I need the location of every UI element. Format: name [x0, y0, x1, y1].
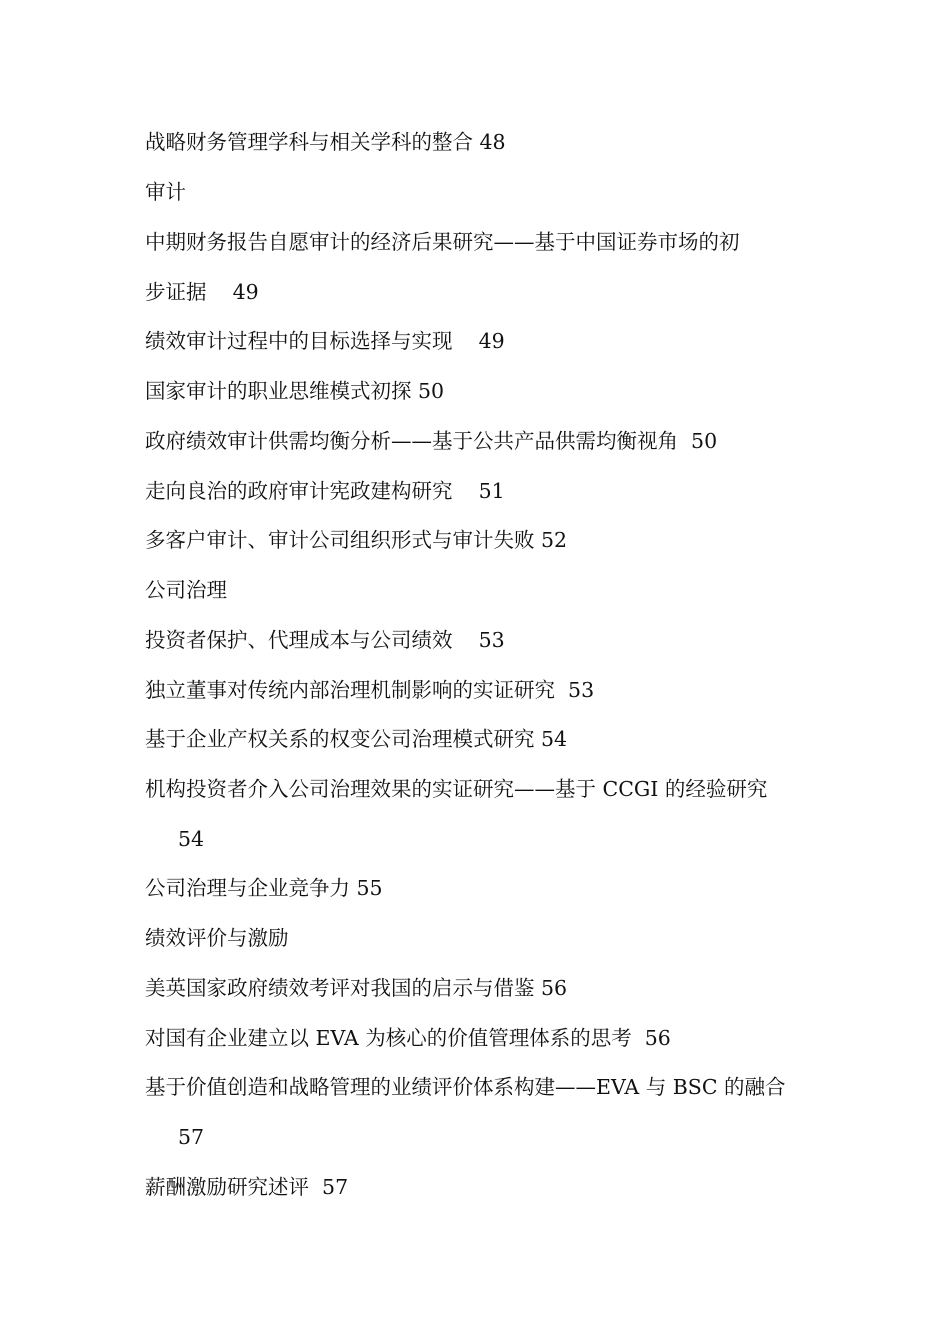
toc-entry: 基于企业产权关系的权变公司治理模式研究 54 — [145, 727, 568, 751]
toc-entry: 独立董事对传统内部治理机制影响的实证研究 53 — [145, 678, 595, 702]
toc-entry: 国家审计的职业思维模式初探 50 — [145, 379, 445, 403]
toc-entry: 美英国家政府绩效考评对我国的启示与借鉴 56 — [145, 976, 568, 1000]
toc-entry: 投资者保护、代理成本与公司绩效 53 — [145, 628, 505, 652]
toc-entry: 走向良治的政府审计宪政建构研究 51 — [145, 479, 505, 503]
toc-entry: 政府绩效审计供需均衡分析——基于公共产品供需均衡视角 50 — [145, 429, 718, 453]
toc-page-number: 54 — [178, 827, 205, 851]
toc-entry: 基于价值创造和战略管理的业绩评价体系构建——EVA 与 BSC 的融合 — [145, 1075, 786, 1099]
toc-entry: 多客户审计、审计公司组织形式与审计失败 52 — [145, 528, 568, 552]
toc-entry: 公司治理与企业竞争力 55 — [145, 876, 383, 900]
toc-entry: 薪酬激励研究述评 57 — [145, 1175, 349, 1199]
toc-entry: 绩效审计过程中的目标选择与实现 49 — [145, 329, 505, 353]
toc-entry: 战略财务管理学科与相关学科的整合 48 — [145, 130, 506, 154]
toc-entry: 中期财务报告自愿审计的经济后果研究——基于中国证券市场的初 — [145, 230, 740, 254]
toc-section-heading: 公司治理 — [145, 578, 227, 602]
toc-page-number: 57 — [178, 1125, 205, 1149]
toc-section-heading: 审计 — [145, 180, 186, 204]
toc-entry: 机构投资者介入公司治理效果的实证研究——基于 CCGI 的经验研究 — [145, 777, 768, 801]
toc-entry: 对国有企业建立以 EVA 为核心的价值管理体系的思考 56 — [145, 1026, 671, 1050]
toc-section-heading: 绩效评价与激励 — [145, 926, 289, 950]
toc-entry-continuation: 步证据 49 — [145, 280, 259, 304]
